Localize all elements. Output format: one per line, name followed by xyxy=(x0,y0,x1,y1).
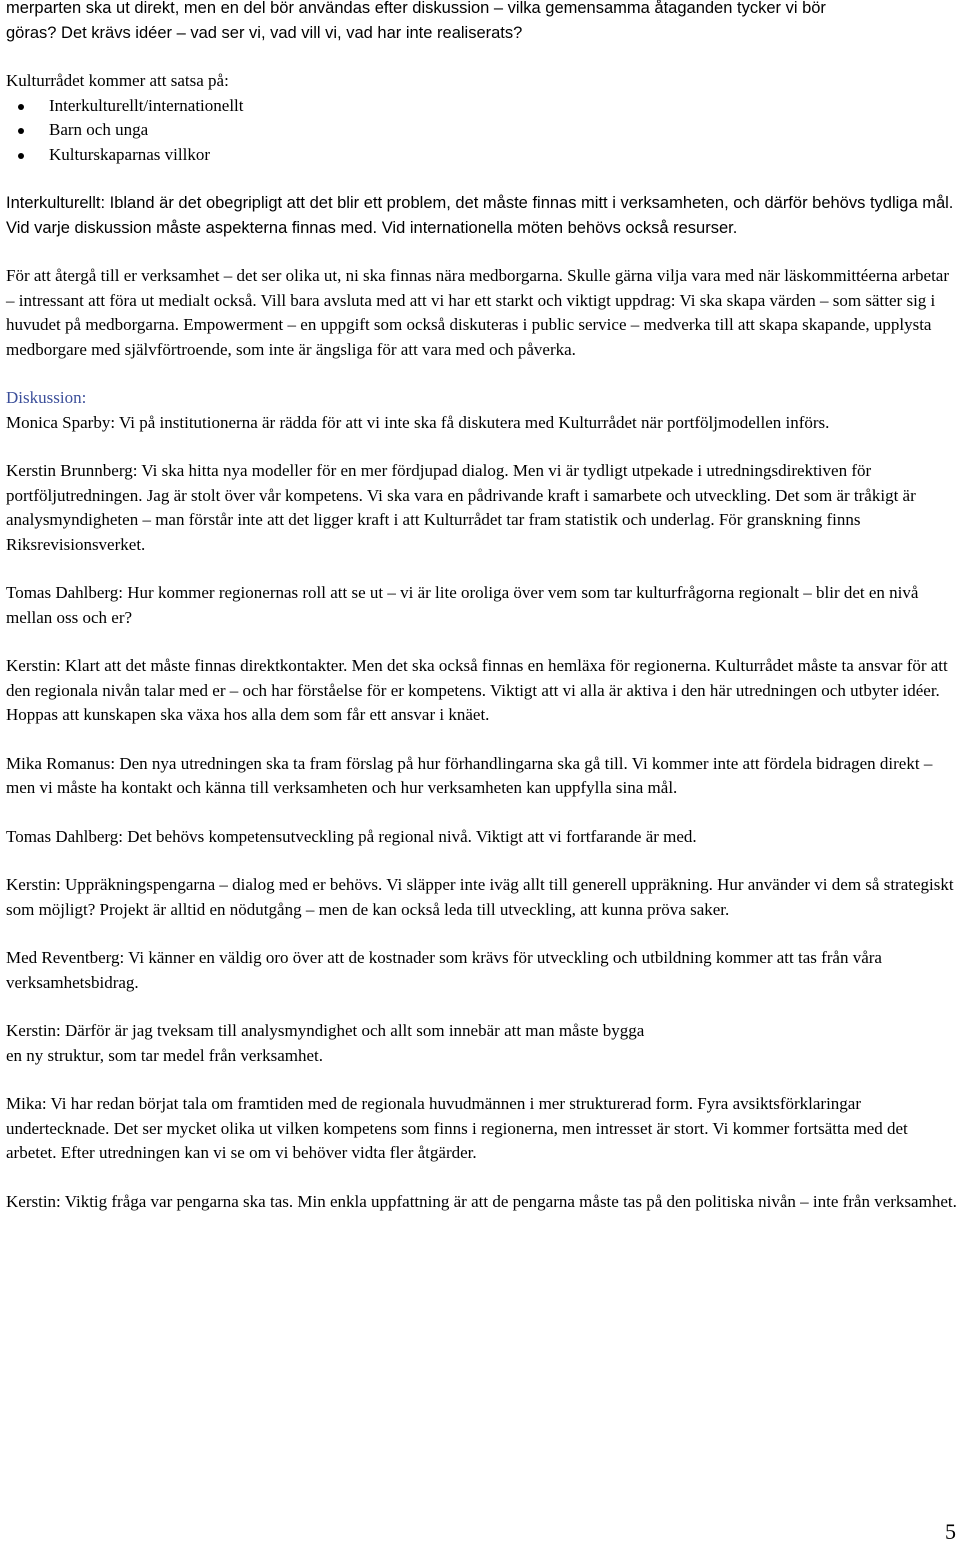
discussion-entry: Med Reventberg: Vi känner en väldig oro över att de kostnader som krävs för utveckling och utbildning kommer att tas från våra verksamhetsbidrag. xyxy=(6,948,882,992)
bullet-icon xyxy=(18,128,24,134)
intro-line-1: merparten ska ut direkt, men en del bör användas efter diskussion – vilka gemensamma åtaganden tycker vi bör xyxy=(6,0,826,17)
discussion-entry: Tomas Dahlberg: Det behövs kompetensutveckling på regional nivå. Viktigt att vi fortfarande är med. xyxy=(6,826,697,846)
priorities-lead: Kulturrådet kommer att satsa på: xyxy=(6,71,229,90)
discussion-entry xyxy=(6,1019,960,1068)
page-number: 5 xyxy=(945,1519,956,1544)
discussion-heading: Diskussion: xyxy=(6,388,87,407)
discussion-entry: Kerstin: Uppräkningspengarna – dialog med er behövs. Vi släpper inte iväg allt till generell uppräkning. Hur använder vi dem så strategiskt som möjligt? Projekt är alltid en nödutgång – men de kan också leda till utveckling, att kunna pröva saker. xyxy=(6,875,954,919)
intro-line-2: göras? Det krävs idéer – vad ser vi, vad vill vi, vad har inte realiserats? xyxy=(6,23,523,42)
list-item: Barn och unga xyxy=(6,118,960,143)
discussion-entry: Mika: Vi har redan börjat tala om framtiden med de regionala huvudmännen i mer strukturerad form. Fyra avsiktsförklaringar undertecknade. Det ser mycket olika ut vilken kompetens som finns i regionerna, men intresset är stort. Vi kommer fortsätta med det arbetet. Efter utredningen kan vi se om vi behöver vidta fler åtgärder. xyxy=(6,1094,908,1162)
bullet-icon xyxy=(18,104,24,110)
document-page xyxy=(6,0,960,1214)
interkulturellt-paragraph: Interkulturellt: Ibland är det obegripligt att det blir ett problem, det måste finnas mitt i verksamheten, och därför behövs tydliga mål. Vid varje diskussion måste aspekterna finnas med. Vid internationella möten behövs också resurser. xyxy=(6,194,954,237)
discussion-entry: Kerstin: Viktig fråga var pengarna ska tas. Min enkla uppfattning är att de pengarna måste tas på den politiska nivån – inte från verksamhet. xyxy=(6,1191,957,1211)
intro-paragraph xyxy=(6,0,960,45)
priorities-section xyxy=(6,69,960,167)
discussion-entry: Mika Romanus: Den nya utredningen ska ta fram förslag på hur förhandlingarna ska gå till. Vi kommer inte att fördela bidragen direkt – men vi måste ha kontakt och känna till verksamheten och hur verksamheten kan uppfylla sina mål. xyxy=(6,753,933,797)
discussion-entry-line-2: en ny struktur, som tar medel från verksamhet. xyxy=(6,1045,324,1065)
list-item: Kulturskaparnas villkor xyxy=(6,143,960,168)
discussion-entry: Kerstin: Klart att det måste finnas direktkontakter. Men det ska också finnas en hemläxa för regionerna. Kulturrådet måste ta ansvar för att den regionala nivån talar med er – och har förståelse för er kompetens. Viktigt att vi alla är aktiva i den här utredningen och utbyter idéer. Hoppas att kunskapen ska växa hos alla dem som får ett ansvar i knäet. xyxy=(6,656,948,724)
verksamhet-paragraph: För att återgå till er verksamhet – det ser olika ut, ni ska finnas nära medborgarna. Skulle gärna vilja vara med när läskommittéerna arbetar – intressant att föra ut medialt också. Vill bara avsluta med att vi har ett starkt och viktigt uppdrag: Vi ska skapa värden – som sätter sig i huvudet på medborgarna. Empowerment – en uppgift som också diskuteras i public service – medverka till att skapa skapande, upplysta medborgare med självförtroende, som inte är ängsliga för att vara med och påverka. xyxy=(6,266,950,359)
bullet-icon xyxy=(18,153,24,159)
priorities-list xyxy=(6,94,960,168)
discussion-entry: Kerstin Brunnberg: Vi ska hitta nya modeller för en mer fördjupad dialog. Men vi är tydligt utpekade i utredningsdirektiven för portföljutredningen. Jag är stolt över vår kompetens. Vi ska vara en pådrivande kraft i samarbete och utveckling. Det som är tråkigt är analysmyndigheten – man förstår inte att det ligger kraft i att Kulturrådet tar fram statistik och underlag. För granskning finns Riksrevisionsverket. xyxy=(6,461,916,554)
discussion-section xyxy=(6,386,960,1214)
discussion-entry: Tomas Dahlberg: Hur kommer regionernas roll att se ut – vi är lite oroliga över vem som tar kulturfrågorna regionalt – blir det en nivå mellan oss och er? xyxy=(6,583,919,627)
discussion-entry-line-1: Kerstin: Därför är jag tveksam till analysmyndighet och allt som innebär att man måste bygga xyxy=(6,1021,645,1040)
discussion-entry: Monica Sparby: Vi på institutionerna är rädda för att vi inte ska få diskutera med Kulturrådet när portföljmodellen införs. xyxy=(6,412,830,432)
list-item: Interkulturellt/internationellt xyxy=(6,94,960,119)
